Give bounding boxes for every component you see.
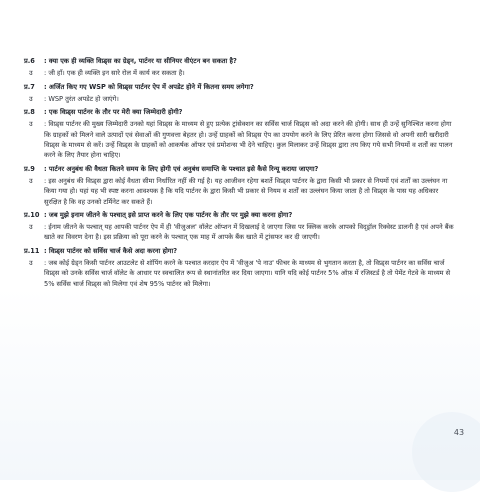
faq-item xyxy=(24,56,454,79)
question-number: प्र.9 xyxy=(24,164,35,173)
faq-question xyxy=(24,82,454,92)
faq-question xyxy=(24,107,454,117)
faq-item xyxy=(24,164,454,207)
answer-text: : जी हाँ। एक ही व्यक्ति इन सारे रोल में कार्य कर सकता है। xyxy=(44,69,185,78)
faq-item xyxy=(24,107,454,160)
faq-question xyxy=(24,246,454,256)
question-text: : क्या एक ही व्यक्ति विप्र्ड्स का ग्रेड्न, पार्टनर या सीनियर वीएंटन बन सकता है? xyxy=(44,57,237,65)
faq-item xyxy=(24,246,454,289)
question-number: प्र.10 xyxy=(24,210,40,219)
faq-answer xyxy=(24,258,454,289)
page-number: 43 xyxy=(453,428,465,437)
question-text: : जब मुझे इनाम जीतने के पश्चात् इसे प्राप्त करने के लिए एक पार्टनर के तौर पर मुझे क्या करना होगा? xyxy=(44,210,293,219)
answer-text: : इस अनुबंध की विप्र्ड्स द्वारा कोई वैधता सीमा निर्धारित नहीं की गई है। यह आजीवन रहेगा बशर्ते विप्र्ड्स पार्टनर के द्वारा किसी भी प्रकार से नियमों एवं शर्तों का उल्लंघन ना किया गया हो। यहां यह भी स्पष्ट करना आवश्यक है कि यदि पार्टनर के द्वारा किसी भी प्रकार से नियम व शर्तों का उल्लंघन किया जाता है तो विप्र्ड्स के पास यह अधिकार सुरक्षित है कि वह उनको टर्मिनेट कर सकते हैं। xyxy=(44,176,448,206)
question-text: : विप्र्ड्स पार्टनर को सर्विस चार्ज कैसे अदा करना होगा? xyxy=(44,246,178,255)
question-number: प्र.6 xyxy=(24,57,35,65)
answer-marker: उ xyxy=(29,176,33,185)
faq-answer xyxy=(24,119,454,160)
faq-item xyxy=(24,210,454,243)
answer-marker: उ xyxy=(29,259,33,268)
question-number: प्र.8 xyxy=(24,108,35,117)
faq-question xyxy=(24,164,454,174)
faq-question xyxy=(24,210,454,220)
question-text: : एक विप्र्ड्स पार्टनर के तौर पर मेरी क्या जिम्मेदारी होगी? xyxy=(44,108,183,117)
faq-answer xyxy=(24,176,454,207)
question-number: प्र.7 xyxy=(24,82,35,91)
faq-item xyxy=(24,82,454,105)
question-text: : पार्टनर अनुबंध की वैधता कितने समय के लिए होगी एवं अनुबंध समाप्ति के पश्चात इसे कैसे रिन्यू कराया जाएगा? xyxy=(44,164,319,173)
faq-list xyxy=(24,56,454,292)
faq-question xyxy=(24,56,454,66)
answer-text: : विप्र्ड्स पार्टनर की मुख्य जिम्मेदारी उनको यहां विप्र्ड्स के माध्यम से हुए प्रत्येक ट्रांसेक्शन का सर्विस चार्ज विप्र्ड्स को अदा करने की होगी। साथ ही उन्हें सुनिश्चित करना होगा कि ग्राहकों को मिलने वाले उत्पादों एवं सेवाओं की गुणवत्ता बेहतर हो। उन्हें ग्राहकों को विप्र्ड्स ऐप का उपयोग करने के लिए प्रेरित करना होगा जिससे वो अपनी सारी खरीदारी विप्र्ड्स के माध्यम से करें। उन्हें विप्र्ड्स के ग्राहकों को आकर्षक ऑफर एवं प्रमोशन्स भी देने चाहिए। कुल मिलाकर उन्हें विप्र्ड्स द्वारा तय किए गये सभी नियमों व शर्तों का पालन करने के लिए तैयार होना चाहिए। xyxy=(44,120,453,160)
answer-marker: उ xyxy=(29,69,33,78)
faq-answer xyxy=(24,68,454,78)
faq-answer xyxy=(24,94,454,104)
answer-text: : ईनाम जीतने के पश्चात् यह आपकी पार्टनर ऐप में ही 'वीजुअल' वॉलेट ऑप्शन में दिखलाई दे जाएगा जिस पर क्लिक करके आपको विद्ड्रॉल रिक्वेस्ट डालनी है एवं अपने बैंक खाते का विवरण देना है। इस प्रक्रिया को पूरा करने के पश्चात् एक माह में आपके बैंक खाते में ट्रांसफर कर दी जाएगी। xyxy=(44,223,454,242)
question-number: प्र.11 xyxy=(24,246,40,255)
answer-text: : WSP तुरंत अपडेट हो जाएंगे। xyxy=(44,94,119,103)
answer-marker: उ xyxy=(29,223,33,232)
answer-marker: उ xyxy=(29,120,33,129)
answer-text: : जब कोई ग्रेड्न किसी पार्टनर आउटलेट से शॉपिंग करने के पश्चात करदार ऐप में 'वीजुअ 'पे नाउ' फीचर के माध्यम से भुगतान करता है, तो विप्र्ड्स पार्टनर का सर्विस चार्ज विप्र्ड्स को उनके सर्विस चार्ज वॉलेट के आधार पर स्वचालित रूप से स्थानांतरित कर दिया जाएगा। यानि यदि कोई पार्टनर 5% ऑफ़ में रजिस्टर्ड है तो पेमेंट गेटवे के माध्यम से 5% सर्विस चार्ज विप्र्ड्स को मिलेगा एवं शेष 95% पार्टनर को मिलेगा। xyxy=(44,259,451,288)
faq-answer xyxy=(24,222,454,243)
answer-marker: उ xyxy=(29,94,33,103)
question-text: : अर्जित किए गए WSP को विप्र्ड्स पार्टनर ऐप में अपडेट होने में कितना समय लगेगा? xyxy=(44,82,254,91)
